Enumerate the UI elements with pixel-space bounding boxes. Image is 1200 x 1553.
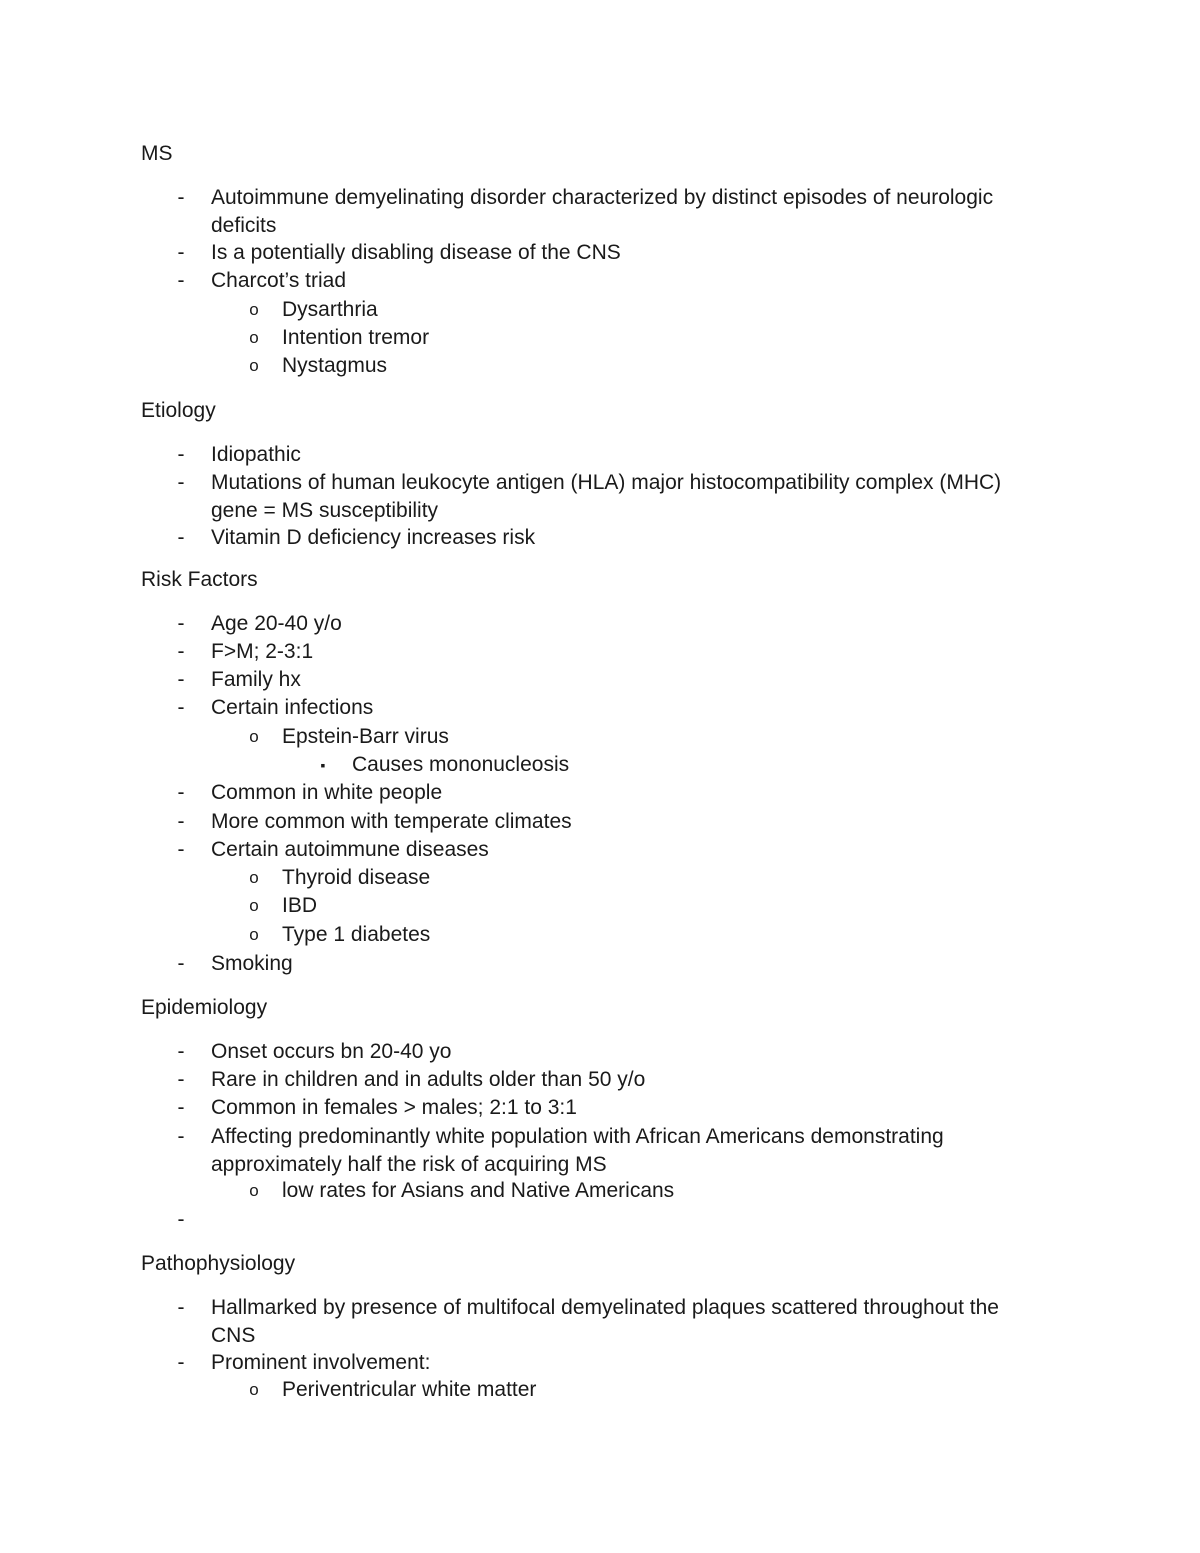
- list-item: Vitamin D deficiency increases risk: [211, 526, 536, 549]
- heading-ms: MS: [141, 142, 173, 165]
- list-item: Dysarthria: [282, 298, 378, 321]
- list-item: Prominent involvement:: [211, 1351, 431, 1374]
- heading-etiology: Etiology: [141, 399, 216, 422]
- circle-bullet: o: [249, 1380, 259, 1399]
- dash-bullet: -: [177, 1125, 185, 1148]
- list-item: Common in females > males; 2:1 to 3:1: [211, 1096, 577, 1119]
- list-item: Nystagmus: [282, 354, 388, 377]
- dash-bullet: -: [177, 269, 185, 292]
- dash-bullet: -: [177, 952, 185, 975]
- circle-bullet: o: [249, 356, 259, 375]
- dash-bullet: -: [177, 810, 185, 833]
- list-item: Certain infections: [211, 696, 374, 719]
- list-item: Charcot’s triad: [211, 269, 347, 292]
- heading-risk-factors: Risk Factors: [141, 568, 258, 591]
- dash-bullet: -: [177, 1068, 185, 1091]
- dash-bullet: -: [177, 781, 185, 804]
- square-bullet: ▪: [320, 757, 326, 773]
- dash-bullet: -: [177, 640, 185, 663]
- list-item: Epstein-Barr virus: [282, 725, 449, 748]
- list-item: Certain autoimmune diseases: [211, 838, 489, 861]
- list-item: Intention tremor: [282, 326, 430, 349]
- list-item: Is a potentially disabling disease of the CNS: [211, 241, 621, 264]
- list-item: Mutations of human leukocyte antigen (HLA) major histocompatibility complex (MHC) gene = MS susceptibility: [211, 471, 1002, 522]
- list-item: F>M; 2-3:1: [211, 640, 314, 663]
- list-item: Common in white people: [211, 781, 443, 804]
- list-item: Age 20-40 y/o: [211, 612, 342, 635]
- circle-bullet: o: [249, 925, 259, 944]
- list-item: Autoimmune demyelinating disorder characterized by distinct episodes of neurologic deficits: [211, 186, 994, 237]
- circle-bullet: o: [249, 868, 259, 887]
- list-item: Smoking: [211, 952, 293, 975]
- list-item: Onset occurs bn 20-40 yo: [211, 1040, 452, 1063]
- dash-bullet: -: [177, 1040, 185, 1063]
- heading-epidemiology: Epidemiology: [141, 996, 268, 1019]
- list-item: Affecting predominantly white population with African Americans demonstrating approximately half the risk of acquiring MS: [211, 1125, 944, 1176]
- circle-bullet: o: [249, 727, 259, 746]
- list-item: Hallmarked by presence of multifocal demyelinated plaques scattered throughout the CNS: [211, 1296, 999, 1347]
- circle-bullet: o: [249, 1181, 259, 1200]
- list-item: IBD: [282, 894, 318, 917]
- dash-bullet: -: [177, 526, 185, 549]
- list-item: More common with temperate climates: [211, 810, 572, 833]
- list-item: low rates for Asians and Native Americans: [282, 1179, 675, 1202]
- dash-bullet: -: [177, 1096, 185, 1119]
- circle-bullet: o: [249, 896, 259, 915]
- dash-bullet: -: [177, 668, 185, 691]
- list-item: Periventricular white matter: [282, 1378, 537, 1401]
- list-item: Thyroid disease: [282, 866, 431, 889]
- heading-pathophysiology: Pathophysiology: [141, 1252, 296, 1275]
- list-item: Type 1 diabetes: [282, 923, 431, 946]
- circle-bullet: o: [249, 300, 259, 319]
- list-item: Idiopathic: [211, 443, 301, 466]
- dash-bullet: -: [177, 1296, 185, 1319]
- dash-bullet: -: [177, 471, 185, 494]
- list-item: Family hx: [211, 668, 301, 691]
- list-item: Rare in children and in adults older than 50 y/o: [211, 1068, 646, 1091]
- list-item: Causes mononucleosis: [352, 753, 570, 776]
- dash-bullet: -: [177, 1351, 185, 1374]
- dash-bullet: -: [177, 696, 185, 719]
- dash-bullet: -: [177, 1208, 185, 1231]
- dash-bullet: -: [177, 186, 185, 209]
- dash-bullet: -: [177, 241, 185, 264]
- dash-bullet: -: [177, 443, 185, 466]
- dash-bullet: -: [177, 612, 185, 635]
- circle-bullet: o: [249, 328, 259, 347]
- dash-bullet: -: [177, 838, 185, 861]
